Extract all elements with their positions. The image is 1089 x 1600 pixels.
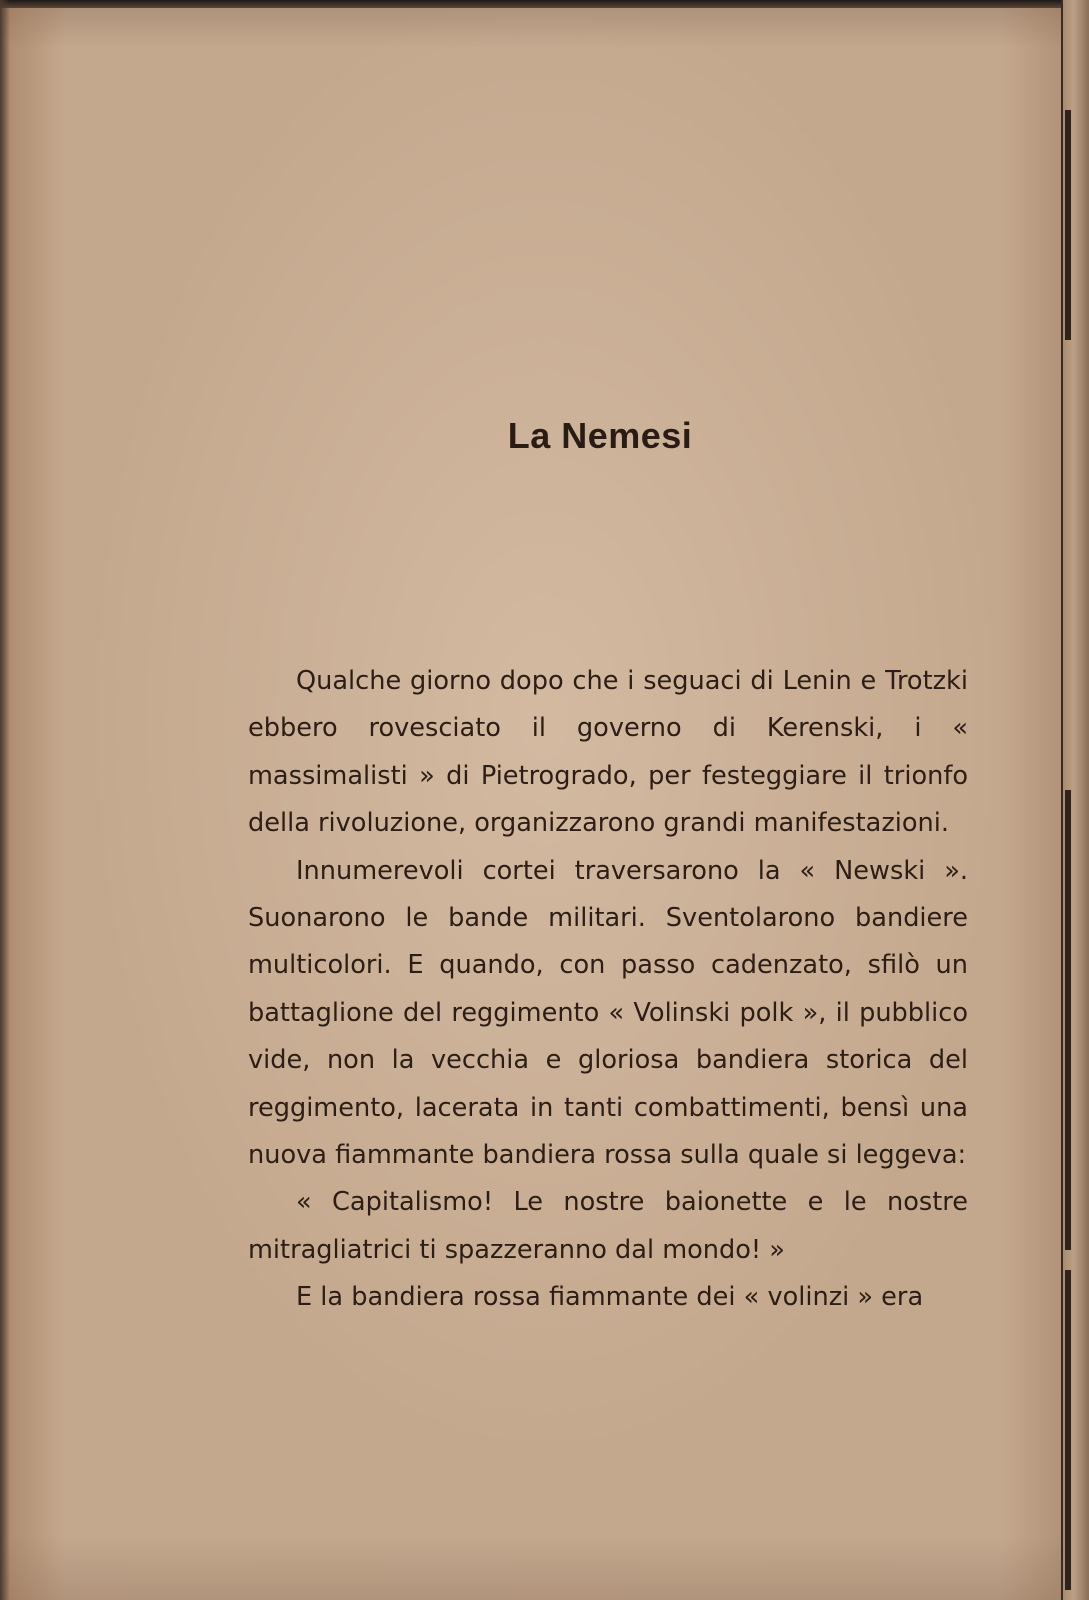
page-right-edge <box>1061 0 1089 1600</box>
page-binding-shadow <box>0 0 10 1600</box>
edge-notch <box>1065 1270 1071 1590</box>
edge-notch <box>1065 790 1071 1250</box>
chapter-title: La Nemesi <box>507 415 693 456</box>
paragraph-2: Innumerevoli cortei traversarono la « Newski ». Suonarono le bande militari. Sventolarono bandiere multicolori. E quando, con passo cadenzato, sfilò un battaglione del reggimento « Volinski polk », il pubblico vide, non la vecchia e gloriosa bandiera storica del reggimento, lacerata in tanti combattimenti, bensì una nuova fiammante bandiera rossa sulla quale si leggeva: <box>248 855 968 1171</box>
body-text <box>248 658 968 1322</box>
page-top-edge <box>0 0 1089 8</box>
paragraph-4: E la bandiera rossa fiammante dei « volinzi » era <box>296 1282 924 1313</box>
edge-notch <box>1065 110 1071 340</box>
paragraph-3: « Capitalismo! Le nostre baionette e le nostre mitragliatrici ti spazzeranno dal mondo! » <box>248 1187 968 1265</box>
paragraph-1: Qualche giorno dopo che i seguaci di Lenin e Trotzki ebbero rovesciato il governo di Kerenski, i « massimalisti » di Pietrogrado, per festeggiare il trionfo della rivoluzione, organizzarono grandi manifestazioni. <box>248 666 968 839</box>
